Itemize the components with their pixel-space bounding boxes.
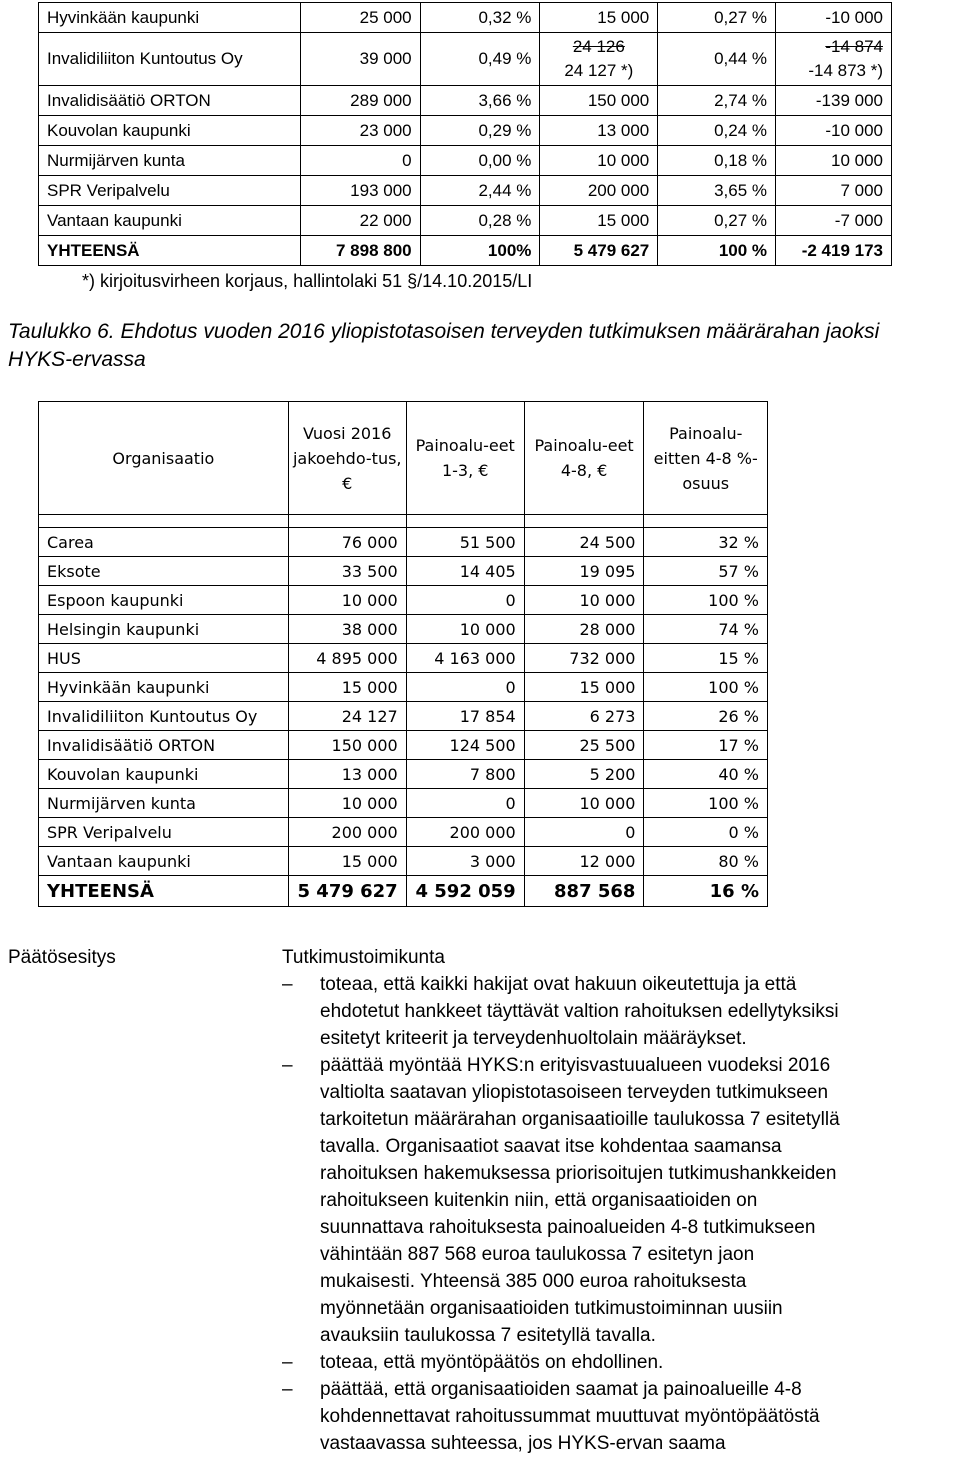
organization-cell: Eksote	[39, 557, 289, 586]
value-cell: 4 592 059	[406, 876, 524, 907]
decision-text-line: mukaisesti. Yhteensä 385 000 euroa rahoituksesta	[320, 1271, 747, 1292]
value-cell: 0	[524, 818, 644, 847]
column-header: Organisaatio	[39, 402, 289, 515]
difference-cell-corrected	[776, 33, 892, 86]
value-cell: 38 000	[288, 615, 406, 644]
decision-text-line: päättää, että organisaatioiden saamat ja painoalueille 4-8	[320, 1379, 802, 1400]
organization-cell: Invalidiliiton Kuntoutus Oy	[39, 33, 301, 86]
value-cell: 51 500	[406, 528, 524, 557]
percent-cell: 0,28 %	[420, 206, 540, 236]
decision-item	[282, 1376, 958, 1457]
decision-text-line: valtiolta saatavan yliopistotasoiseen terveyden tutkimukseen	[320, 1082, 829, 1103]
spacer-cell	[406, 515, 524, 528]
percent-cell: 0,29 %	[420, 116, 540, 146]
decision-text-line: tarkoitetun määrärahan organisaatioille taulukossa 7 esitetyllä	[320, 1109, 840, 1130]
value-cell: 80 %	[644, 847, 768, 876]
value-cell: 57 %	[644, 557, 768, 586]
value-cell: 28 000	[524, 615, 644, 644]
value-cell: 100 %	[644, 673, 768, 702]
organization-cell: Kouvolan kaupunki	[39, 760, 289, 789]
percent-cell: 3,66 %	[420, 86, 540, 116]
organization-cell: Hyvinkään kaupunki	[39, 673, 289, 702]
struck-value: -14 874	[825, 37, 883, 56]
percent-cell: 3,65 %	[658, 176, 776, 206]
value-cell: 10 000	[524, 789, 644, 818]
value-cell: 193 000	[300, 176, 420, 206]
organization-cell: Vantaan kaupunki	[39, 847, 289, 876]
value-cell: 74 %	[644, 615, 768, 644]
value-cell: 200 000	[406, 818, 524, 847]
organization-cell: Nurmijärven kunta	[39, 789, 289, 818]
value-cell: 4 163 000	[406, 644, 524, 673]
value-cell: 10 000	[288, 789, 406, 818]
table-row	[39, 146, 892, 176]
value-cell: 16 %	[644, 876, 768, 907]
value-cell: 33 500	[288, 557, 406, 586]
decision-text-line: avauksiin taulukossa 7 esitetyllä tavalla.	[320, 1325, 656, 1346]
decision-text-line: esitetyt kriteerit ja terveydenhuoltolain määräykset.	[320, 1028, 747, 1049]
value-cell: 3 000	[406, 847, 524, 876]
decision-text-line: toteaa, että kaikki hakijat ovat hakuun oikeutettuja ja että	[320, 974, 797, 995]
percent-cell: 0,27 %	[658, 206, 776, 236]
value-cell: 10 000	[406, 615, 524, 644]
value-cell: 4 895 000	[288, 644, 406, 673]
table-row	[39, 176, 892, 206]
value-cell: 15 000	[540, 3, 658, 33]
value-cell: 39 000	[300, 33, 420, 86]
spacer-cell	[288, 515, 406, 528]
decision-text-line: vähintään 887 568 euroa taulukossa 7 esitetyn jaon	[320, 1244, 755, 1265]
value-cell: 23 000	[300, 116, 420, 146]
table-row	[39, 673, 768, 702]
value-cell-corrected	[540, 33, 658, 86]
organization-cell: Helsingin kaupunki	[39, 615, 289, 644]
decision-text-line: kohdennettavat rahoitussummat muuttuvat myöntöpäätöstä	[320, 1406, 820, 1427]
decision-text-line: suunnattava rahoituksesta painoalueiden 4-8 tutkimukseen	[320, 1217, 816, 1238]
table-row	[39, 789, 768, 818]
value-cell: 0	[406, 673, 524, 702]
value-cell: 100 %	[644, 789, 768, 818]
decision-list	[282, 971, 958, 1457]
value-cell: 7 898 800	[300, 236, 420, 266]
dash-bullet: –	[282, 1055, 293, 1076]
table-row	[39, 731, 768, 760]
table-row	[39, 528, 768, 557]
value-cell: 289 000	[300, 86, 420, 116]
table-row	[39, 644, 768, 673]
table-row	[39, 86, 892, 116]
value-cell: 13 000	[288, 760, 406, 789]
percent-cell: 0,00 %	[420, 146, 540, 176]
allocation-table-previous	[38, 2, 892, 266]
value-cell: 26 %	[644, 702, 768, 731]
organization-cell: Carea	[39, 528, 289, 557]
value-cell: 17 %	[644, 731, 768, 760]
difference-cell: -10 000	[776, 116, 892, 146]
value-cell: 887 568	[524, 876, 644, 907]
value-cell: 150 000	[540, 86, 658, 116]
value-cell: 5 479 627	[540, 236, 658, 266]
table-row	[39, 760, 768, 789]
organization-cell: Invalidisäätiö ORTON	[39, 86, 301, 116]
percent-cell: 0,32 %	[420, 3, 540, 33]
committee-name: Tutkimustoimikunta	[282, 947, 445, 968]
table-row	[39, 116, 892, 146]
table-row	[39, 206, 892, 236]
value-cell: 124 500	[406, 731, 524, 760]
value-cell: 13 000	[540, 116, 658, 146]
table-row	[39, 586, 768, 615]
value-cell: 19 095	[524, 557, 644, 586]
value-cell: 14 405	[406, 557, 524, 586]
decision-text-line: päättää myöntää HYKS:n erityisvastuualueen vuodeksi 2016	[320, 1055, 831, 1076]
column-header: Painoalu-eet 1-3, €	[406, 402, 524, 515]
table-row	[39, 3, 892, 33]
organization-cell: Kouvolan kaupunki	[39, 116, 301, 146]
decision-item	[282, 1349, 958, 1376]
value-cell: 15 %	[644, 644, 768, 673]
percent-cell: 0,18 %	[658, 146, 776, 176]
value-cell: 15 000	[524, 673, 644, 702]
table-row	[39, 702, 768, 731]
difference-cell: -10 000	[776, 3, 892, 33]
decision-text-line: tavalla. Organisaatiot saavat itse kohdentaa saamansa	[320, 1136, 782, 1157]
value-cell: 100 %	[644, 586, 768, 615]
table-row	[39, 818, 768, 847]
value-cell: 0	[406, 586, 524, 615]
value-cell: 10 000	[540, 146, 658, 176]
value-cell: 25 000	[300, 3, 420, 33]
organization-cell: YHTEENSÄ	[39, 876, 289, 907]
difference-cell: 10 000	[776, 146, 892, 176]
percent-cell: 100 %	[658, 236, 776, 266]
value-cell: 150 000	[288, 731, 406, 760]
decision-item	[282, 1052, 958, 1349]
decision-text-line: rahoitukseen kuitenkin niin, että organisaatioiden on	[320, 1190, 758, 1211]
decision-text-line: myönnetään organisaatioiden tutkimustoiminnan uusiin	[320, 1298, 783, 1319]
difference-cell: -2 419 173	[776, 236, 892, 266]
percent-cell: 2,74 %	[658, 86, 776, 116]
organization-cell: Hyvinkään kaupunki	[39, 3, 301, 33]
value-cell: 76 000	[288, 528, 406, 557]
corrected-value: 24 127 *)	[564, 61, 634, 80]
percent-cell: 0,49 %	[420, 33, 540, 86]
decision-text-line: rahoituksen hakemuksessa priorisoitujen tutkimushankkeiden	[320, 1163, 837, 1184]
value-cell: 15 000	[288, 847, 406, 876]
column-header: Vuosi 2016 jakoehdo-tus, €	[288, 402, 406, 515]
organization-cell: SPR Veripalvelu	[39, 818, 289, 847]
spacer-cell	[39, 515, 289, 528]
percent-cell: 0,24 %	[658, 116, 776, 146]
value-cell: 0	[406, 789, 524, 818]
value-cell: 32 %	[644, 528, 768, 557]
value-cell: 15 000	[288, 673, 406, 702]
value-cell: 200 000	[540, 176, 658, 206]
organization-cell: Invalidiliiton Kuntoutus Oy	[39, 702, 289, 731]
organization-cell: SPR Veripalvelu	[39, 176, 301, 206]
value-cell: 10 000	[288, 586, 406, 615]
organization-cell: Espoon kaupunki	[39, 586, 289, 615]
column-header: Painoalu-eitten 4-8 %-osuus	[644, 402, 768, 515]
value-cell: 24 500	[524, 528, 644, 557]
corrected-value: -14 873 *)	[808, 61, 883, 80]
value-cell: 0 %	[644, 818, 768, 847]
difference-cell: -139 000	[776, 86, 892, 116]
table-title: Ehdotus vuoden 2016 yliopistotasoisen terveyden tutkimuksen määrärahan jaoksi HYKS-ervassa	[8, 320, 880, 371]
value-cell: 12 000	[524, 847, 644, 876]
table-row	[39, 615, 768, 644]
organization-cell: YHTEENSÄ	[39, 236, 301, 266]
difference-cell: 7 000	[776, 176, 892, 206]
value-cell: 10 000	[524, 586, 644, 615]
difference-cell: -7 000	[776, 206, 892, 236]
percent-cell: 2,44 %	[420, 176, 540, 206]
value-cell: 5 200	[524, 760, 644, 789]
table-caption	[8, 318, 948, 374]
value-cell: 24 127	[288, 702, 406, 731]
value-cell: 732 000	[524, 644, 644, 673]
column-header: Painoalu-eet 4-8, €	[524, 402, 644, 515]
value-cell: 25 500	[524, 731, 644, 760]
percent-cell: 0,44 %	[658, 33, 776, 86]
table-row	[39, 236, 892, 266]
table-row	[39, 33, 892, 86]
percent-cell: 0,27 %	[658, 3, 776, 33]
table-row	[39, 847, 768, 876]
value-cell: 5 479 627	[288, 876, 406, 907]
dash-bullet: –	[282, 974, 293, 995]
allocation-proposal-table	[38, 401, 768, 907]
value-cell: 0	[300, 146, 420, 176]
decision-item	[282, 971, 958, 1052]
spacer-cell	[644, 515, 768, 528]
organization-cell: Invalidisäätiö ORTON	[39, 731, 289, 760]
decision-proposal-label: Päätösesitys	[8, 947, 116, 968]
decision-text-line: ehdotetut hankkeet täyttävät valtion rahoituksen edellytyksiksi	[320, 1001, 839, 1022]
table-row	[39, 876, 768, 907]
spacer-row	[39, 515, 768, 528]
organization-cell: HUS	[39, 644, 289, 673]
spacer-cell	[524, 515, 644, 528]
organization-cell: Vantaan kaupunki	[39, 206, 301, 236]
correction-footnote: *) kirjoitusvirheen korjaus, hallintolaki 51 §/14.10.2015/LI	[82, 271, 533, 291]
value-cell: 22 000	[300, 206, 420, 236]
value-cell: 200 000	[288, 818, 406, 847]
dash-bullet: –	[282, 1352, 293, 1373]
value-cell: 40 %	[644, 760, 768, 789]
dash-bullet: –	[282, 1379, 293, 1400]
table-row	[39, 557, 768, 586]
decision-text-line: toteaa, että myöntöpäätös on ehdollinen.	[320, 1352, 664, 1373]
value-cell: 15 000	[540, 206, 658, 236]
percent-cell: 100%	[420, 236, 540, 266]
struck-value: 24 126	[572, 37, 625, 56]
header-row	[39, 402, 768, 515]
organization-cell: Nurmijärven kunta	[39, 146, 301, 176]
table-number: Taulukko 6.	[8, 320, 115, 343]
value-cell: 7 800	[406, 760, 524, 789]
decision-text-line: vastaavassa suhteessa, jos HYKS-ervan saama	[320, 1433, 726, 1454]
value-cell: 17 854	[406, 702, 524, 731]
value-cell: 6 273	[524, 702, 644, 731]
